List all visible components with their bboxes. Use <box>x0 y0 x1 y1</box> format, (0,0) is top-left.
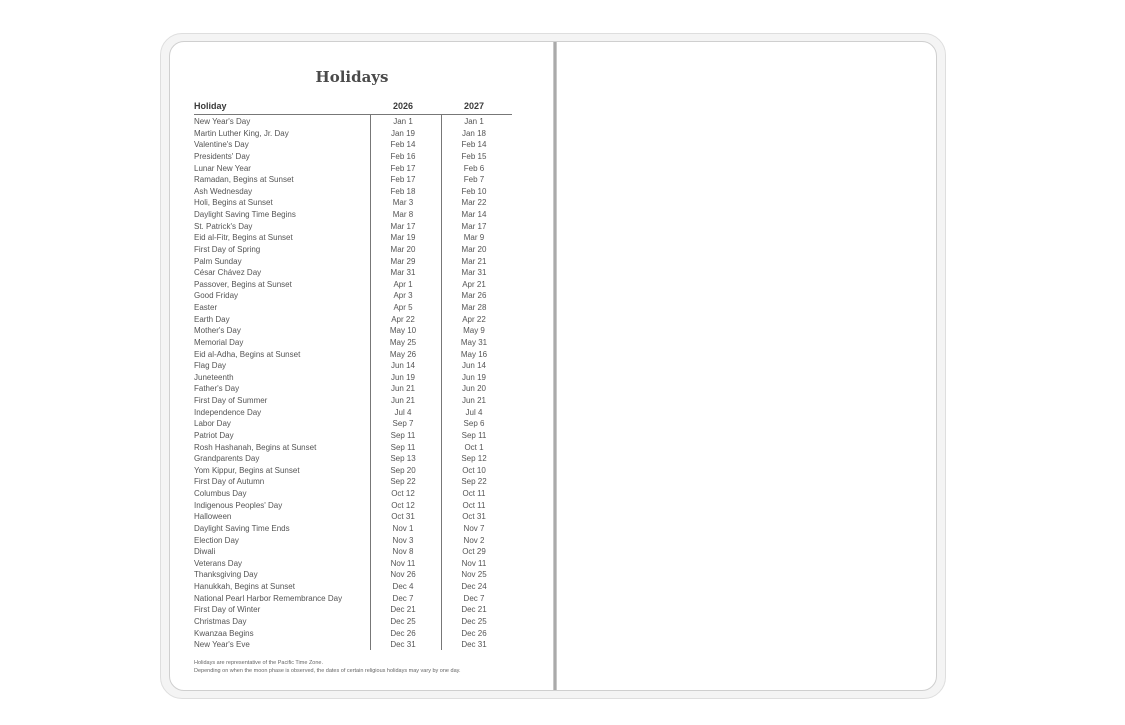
holiday-name: Flag Day <box>194 361 227 371</box>
table-row <box>194 418 512 430</box>
date-2026: Jul 4 <box>394 407 412 417</box>
date-2026: Apr 5 <box>393 303 413 312</box>
table-row <box>194 535 512 547</box>
date-2027: Jul 4 <box>465 407 483 417</box>
holiday-name: First Day of Autumn <box>194 477 265 487</box>
holiday-name: Independence Day <box>194 407 262 417</box>
holiday-name: Daylight Saving Time Begins <box>194 210 296 219</box>
date-2026: May 25 <box>389 337 417 347</box>
date-2027: Sep 11 <box>461 430 487 440</box>
table-row <box>194 116 512 128</box>
holiday-name: Presidents' Day <box>194 151 250 161</box>
date-2027: Apr 22 <box>462 314 486 324</box>
table-row <box>194 569 512 581</box>
date-2027: Dec 7 <box>463 593 485 603</box>
date-2026: Mar 17 <box>390 221 416 231</box>
table-row <box>194 558 512 570</box>
date-2027: Mar 26 <box>461 291 487 301</box>
holiday-table <box>194 116 512 651</box>
date-2027: Feb 7 <box>463 175 485 185</box>
holiday-name: Palm Sunday <box>194 256 242 266</box>
date-2027: Sep 22 <box>461 477 487 487</box>
date-2026: Dec 31 <box>390 640 416 650</box>
holiday-name: Grandparents Day <box>194 454 260 464</box>
holiday-name: Indigenous Peoples' Day <box>194 500 283 510</box>
holiday-name: Rosh Hashanah, Begins at Sunset <box>194 442 317 452</box>
holiday-name: Mother's Day <box>194 326 241 336</box>
date-2027: Jun 14 <box>461 361 487 371</box>
date-2027: Mar 20 <box>461 244 487 254</box>
date-2027: Mar 21 <box>461 256 487 266</box>
table-row <box>194 453 512 465</box>
table-row <box>194 546 512 558</box>
date-2027: Oct 11 <box>462 500 486 510</box>
holiday-name: Halloween <box>194 512 232 522</box>
table-row <box>194 442 512 454</box>
page-title: Holidays <box>315 68 389 86</box>
table-row <box>194 163 512 175</box>
date-2026: Apr 1 <box>393 279 413 289</box>
holiday-name: Eid al-Fitr, Begins at Sunset <box>194 233 293 243</box>
date-2026: Jun 21 <box>390 396 416 405</box>
holiday-name: National Pearl Harbor Remembrance Day <box>194 593 343 603</box>
table-row <box>194 267 512 279</box>
date-2027: Nov 25 <box>461 570 487 580</box>
date-2027: May 31 <box>460 337 488 347</box>
holiday-name: First Day of Spring <box>194 244 261 254</box>
holiday-name: Patriot Day <box>194 430 234 440</box>
holiday-name: Hanukkah, Begins at Sunset <box>194 582 295 591</box>
holiday-name: Diwali <box>194 547 216 557</box>
table-row <box>194 256 512 268</box>
table-row <box>194 523 512 535</box>
date-2026: May 26 <box>389 349 417 359</box>
date-2026: Sep 11 <box>390 442 416 452</box>
holiday-name: Daylight Saving Time Ends <box>194 523 290 533</box>
date-2026: Sep 22 <box>390 477 416 487</box>
date-2026: Feb 17 <box>390 175 416 185</box>
table-row <box>194 151 512 163</box>
header-year-2026: 2026 <box>392 101 414 111</box>
date-2026: Nov 26 <box>390 570 416 580</box>
table-row <box>194 314 512 326</box>
date-2027: Mar 22 <box>461 198 487 208</box>
holiday-name: Eid al-Adha, Begins at Sunset <box>194 349 301 359</box>
date-2027: Oct 1 <box>464 442 484 452</box>
date-2027: Dec 21 <box>461 605 487 615</box>
date-2026: Apr 22 <box>391 314 415 324</box>
date-2027: Nov 11 <box>461 558 487 568</box>
date-2027: Apr 21 <box>462 279 486 289</box>
date-2026: Dec 7 <box>392 593 414 603</box>
date-2026: Feb 17 <box>390 163 416 173</box>
holiday-name: Martin Luther King, Jr. Day <box>194 128 289 138</box>
table-row <box>194 244 512 256</box>
table-row <box>194 593 512 605</box>
table-row <box>194 174 512 186</box>
date-2026: Feb 18 <box>390 186 416 196</box>
table-row <box>194 465 512 477</box>
date-2027: Dec 24 <box>461 582 487 591</box>
holiday-name: New Year's Eve <box>194 640 250 650</box>
date-2026: Sep 11 <box>390 430 416 440</box>
date-2026: Jun 19 <box>390 372 416 382</box>
table-row <box>194 616 512 628</box>
header-year-2027: 2027 <box>463 101 485 111</box>
holiday-name: Election Day <box>194 535 239 545</box>
date-2027: Feb 14 <box>461 140 487 150</box>
date-2027: Jan 1 <box>464 117 484 126</box>
date-2027: Oct 31 <box>462 512 486 522</box>
page-spread <box>169 41 937 691</box>
header-holiday: Holiday <box>194 101 227 111</box>
book-spine <box>553 42 557 690</box>
date-2026: Nov 1 <box>392 523 414 533</box>
footnote <box>194 659 461 675</box>
date-2027: Dec 31 <box>461 640 487 650</box>
holiday-name: First Day of Winter <box>194 605 261 615</box>
holiday-name: Juneteenth <box>194 372 234 382</box>
holiday-name: Kwanzaa Begins <box>194 628 254 638</box>
date-2026: Apr 3 <box>393 291 413 301</box>
holiday-name: Ash Wednesday <box>194 186 253 196</box>
holiday-name: New Year's Day <box>194 117 251 126</box>
table-row <box>194 395 512 407</box>
date-2026: Sep 20 <box>390 465 416 475</box>
table-row <box>194 232 512 244</box>
holiday-name: Valentine's Day <box>194 140 249 150</box>
table-row <box>194 197 512 209</box>
date-2027: Feb 10 <box>461 186 487 196</box>
date-2027: Oct 11 <box>462 489 486 498</box>
table-row <box>194 337 512 349</box>
date-2027: Sep 6 <box>463 419 485 429</box>
holiday-name: Labor Day <box>194 419 231 429</box>
date-2027: Mar 28 <box>461 303 487 312</box>
date-2026: Dec 25 <box>390 616 416 626</box>
table-row <box>194 488 512 500</box>
date-2027: Oct 10 <box>462 465 486 475</box>
holiday-name: St. Patrick's Day <box>194 221 253 231</box>
table-row <box>194 383 512 395</box>
date-2027: Mar 9 <box>463 233 485 243</box>
table-row <box>194 639 512 651</box>
footnote-line: Holidays are representative of the Pacific Time Zone. <box>194 660 324 666</box>
holiday-name: Yom Kippur, Begins at Sunset <box>194 465 300 475</box>
date-2027: Jun 20 <box>461 384 487 394</box>
table-row <box>194 221 512 233</box>
date-2027: Dec 26 <box>461 628 487 638</box>
holiday-name: First Day of Summer <box>194 396 268 405</box>
date-2026: Oct 12 <box>391 489 415 498</box>
table-row <box>194 279 512 291</box>
date-2026: Mar 31 <box>390 268 416 278</box>
date-2027: Jun 19 <box>461 372 487 382</box>
holiday-name: Easter <box>194 303 218 312</box>
date-2026: Mar 29 <box>390 256 416 266</box>
table-row <box>194 128 512 140</box>
table-row <box>194 360 512 372</box>
date-2027: May 16 <box>460 349 488 359</box>
table-row <box>194 139 512 151</box>
date-2026: Mar 3 <box>392 198 414 208</box>
table-row <box>194 290 512 302</box>
table-row <box>194 302 512 314</box>
table-row <box>194 407 512 419</box>
date-2026: Oct 12 <box>391 500 415 510</box>
holiday-name: Earth Day <box>194 314 230 324</box>
date-2027: Mar 31 <box>461 268 487 278</box>
table-row <box>194 372 512 384</box>
date-2026: Mar 8 <box>392 210 414 219</box>
holiday-name: Father's Day <box>194 384 240 394</box>
date-2026: Nov 8 <box>392 547 414 557</box>
table-row <box>194 500 512 512</box>
date-2026: Sep 7 <box>392 419 414 429</box>
holiday-name: Veterans Day <box>194 558 243 568</box>
date-2027: Sep 12 <box>461 454 487 464</box>
date-2026: Oct 31 <box>391 512 415 522</box>
holiday-name: Christmas Day <box>194 616 247 626</box>
date-2027: Mar 14 <box>461 210 487 219</box>
date-2026: Feb 16 <box>390 151 416 161</box>
footnote-line: Depending on when the moon phase is observed, the dates of certain religious holidays may vary by one day. <box>194 668 461 674</box>
date-2026: Dec 21 <box>390 605 416 615</box>
date-2027: Mar 17 <box>461 221 487 231</box>
header-divider <box>194 114 512 115</box>
table-row <box>194 604 512 616</box>
table-row <box>194 581 512 593</box>
table-row <box>194 476 512 488</box>
date-2026: Dec 26 <box>390 628 416 638</box>
holiday-name: César Chávez Day <box>194 268 262 278</box>
holiday-name: Ramadan, Begins at Sunset <box>194 175 294 185</box>
date-2026: Jan 1 <box>393 117 413 126</box>
table-row <box>194 511 512 523</box>
date-2027: Oct 29 <box>462 547 486 557</box>
date-2027: Dec 25 <box>461 616 487 626</box>
holiday-name: Holi, Begins at Sunset <box>194 198 273 208</box>
holiday-name: Passover, Begins at Sunset <box>194 279 292 289</box>
holiday-name: Memorial Day <box>194 337 244 347</box>
holiday-name: Columbus Day <box>194 489 247 498</box>
date-2027: Nov 7 <box>463 523 485 533</box>
holiday-name: Lunar New Year <box>194 163 251 173</box>
date-2027: Feb 6 <box>463 163 485 173</box>
date-2027: Jan 18 <box>461 128 487 138</box>
date-2026: Mar 20 <box>390 244 416 254</box>
table-row <box>194 628 512 640</box>
table-row <box>194 209 512 221</box>
table-row <box>194 186 512 198</box>
date-2026: Feb 14 <box>390 140 416 150</box>
table-row <box>194 349 512 361</box>
table-row <box>194 325 512 337</box>
date-2026: Jan 19 <box>390 128 416 138</box>
date-2026: Sep 13 <box>390 454 416 464</box>
date-2027: Jun 21 <box>461 396 487 405</box>
holiday-name: Good Friday <box>194 291 239 301</box>
date-2027: Nov 2 <box>463 535 485 545</box>
date-2026: May 10 <box>389 326 417 336</box>
date-2026: Mar 19 <box>390 233 416 243</box>
date-2027: Feb 15 <box>461 151 487 161</box>
date-2026: Jun 21 <box>390 384 416 394</box>
date-2026: Dec 4 <box>392 582 414 591</box>
holiday-name: Thanksgiving Day <box>194 570 258 580</box>
table-row <box>194 430 512 442</box>
date-2026: Jun 14 <box>390 361 416 371</box>
date-2027: May 9 <box>463 326 485 336</box>
date-2026: Nov 11 <box>390 558 416 568</box>
planner-book <box>160 33 946 699</box>
date-2026: Nov 3 <box>392 535 414 545</box>
